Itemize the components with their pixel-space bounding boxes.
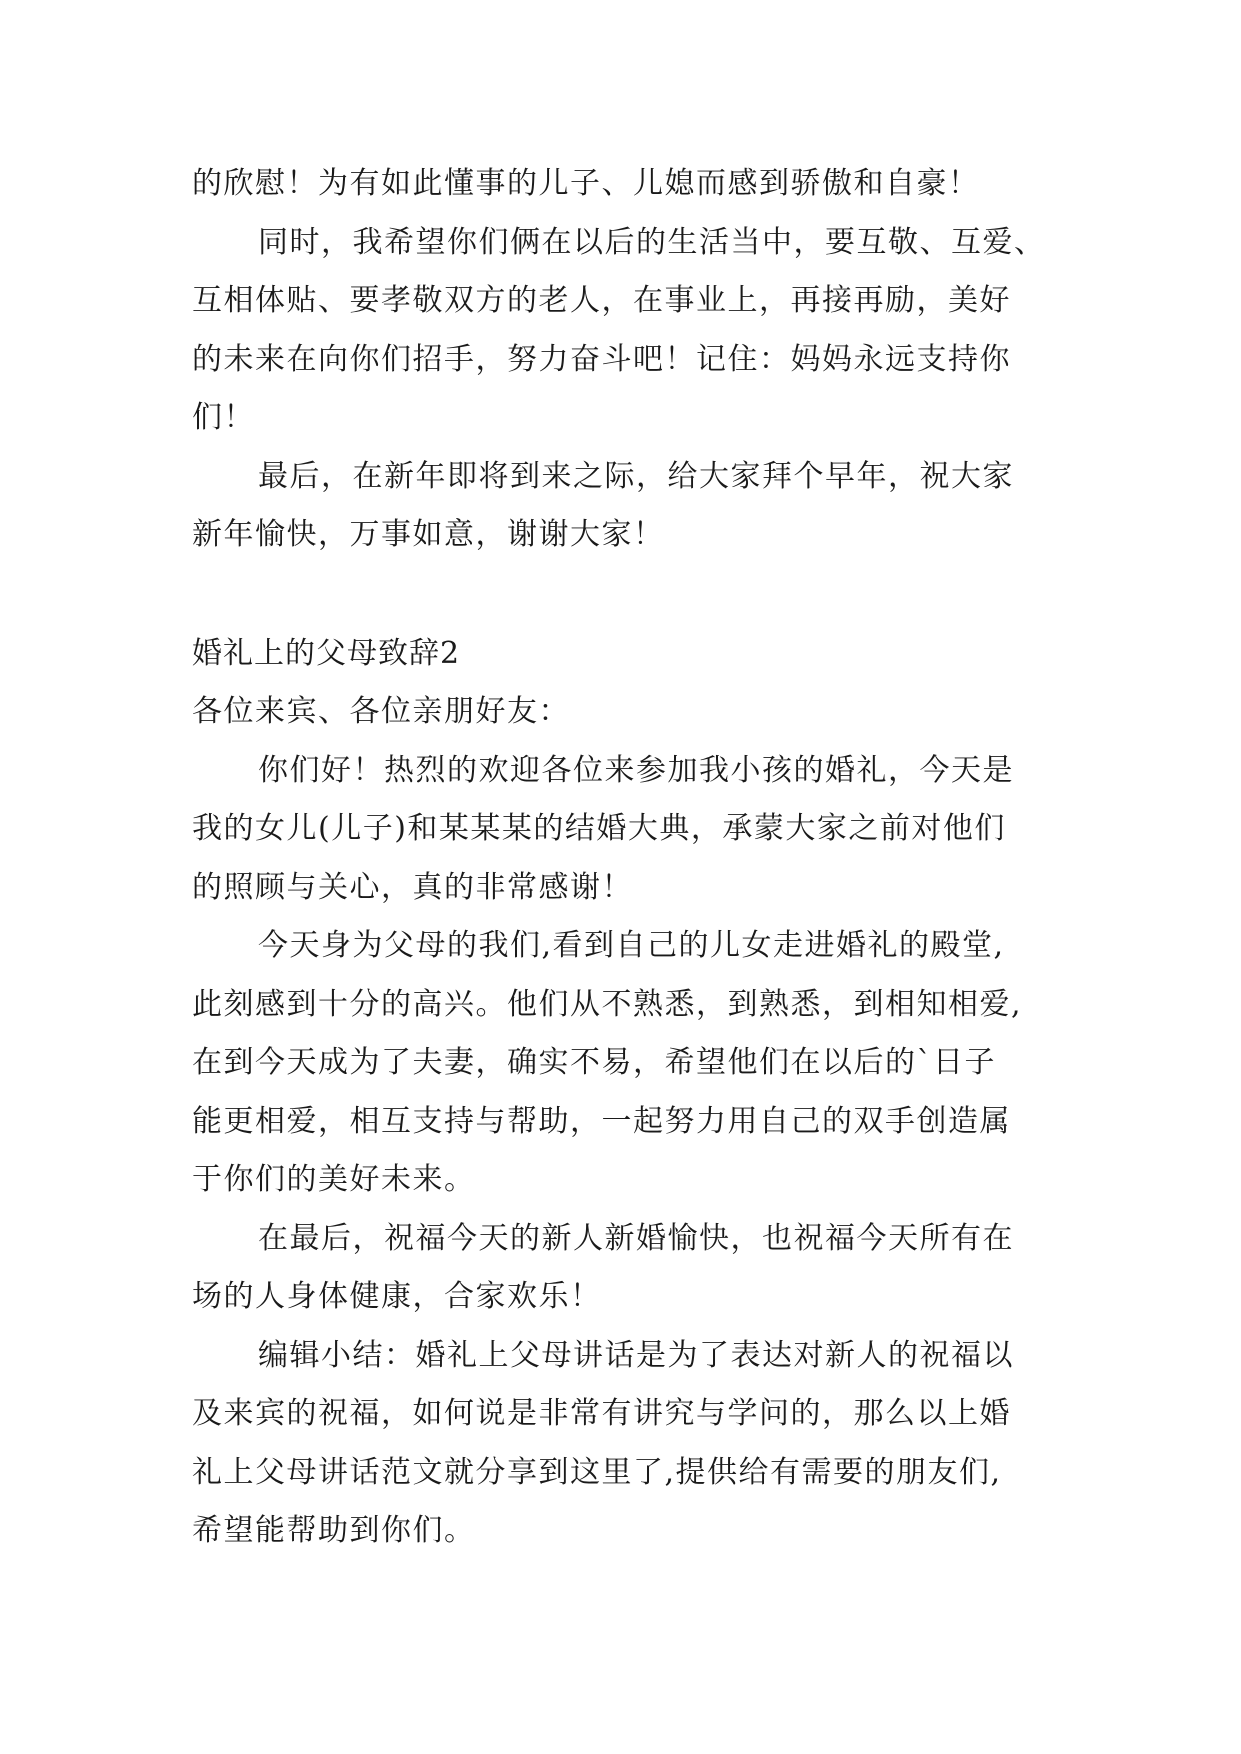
text-line: 的未来在向你们招手，努力奋斗吧！记住：妈妈永远支持你 [192, 341, 1011, 377]
text-line: 同时，我希望你们俩在以后的生活当中，要互敬、互爱、 [258, 224, 1046, 260]
text-line: 编辑小结：婚礼上父母讲话是为了表达对新人的祝福以 [258, 1337, 1014, 1373]
text-line: 新年愉快，万事如意，谢谢大家！ [192, 517, 665, 552]
section-1 [192, 155, 1052, 565]
text-line: 希望能帮助到你们。 [192, 1513, 476, 1548]
text-line: 的欣慰！为有如此懂事的儿子、儿媳而感到骄傲和自豪！ [192, 166, 980, 201]
paragraph [192, 742, 1052, 918]
paragraph [192, 917, 1052, 1210]
paragraph [192, 155, 1052, 214]
text-line: 最后，在新年即将到来之际，给大家拜个早年，祝大家 [258, 458, 1014, 494]
text-line: 及来宾的祝福，如何说是非常有讲究与学问的，那么以上婚 [192, 1396, 1011, 1431]
text-line: 场的人身体健康，合家欢乐！ [192, 1279, 602, 1314]
text-line: 礼上父母讲话范文就分享到这里了,提供给有需要的朋友们, [192, 1454, 1002, 1490]
paragraph [192, 448, 1052, 565]
section-2 [192, 625, 1052, 1561]
text-line: 此刻感到十分的高兴。他们从不熟悉，到熟悉，到相知相爱, [192, 986, 1023, 1022]
text-line: 在到今天成为了夫妻，确实不易，希望他们在以后的`日子 [192, 1045, 996, 1080]
text-line: 的照顾与关心，真的非常感谢！ [192, 869, 633, 905]
text-line: 能更相爱，相互支持与帮助，一起努力用自己的双手创造属 [192, 1103, 1011, 1139]
paragraph [192, 1327, 1052, 1561]
text-line: 今天身为父母的我们,看到自己的儿女走进婚礼的殿堂, [258, 928, 1005, 963]
text-line: 你们好！热烈的欢迎各位来参加我小孩的婚礼，今天是 [258, 752, 1014, 788]
text-line: 互相体贴、要孝敬双方的老人，在事业上，再接再励，美好 [192, 283, 1011, 318]
paragraph [192, 1210, 1052, 1327]
text-line: 们！ [192, 400, 255, 435]
section-title: 婚礼上的父母致辞2 [192, 635, 461, 671]
document-body [192, 155, 1052, 1561]
text-line: 在最后，祝福今天的新人新婚愉快，也祝福今天所有在 [258, 1220, 1014, 1256]
text-line: 我的女儿(儿子)和某某某的结婚大典，承蒙大家之前对他们 [192, 811, 1006, 846]
paragraph [192, 214, 1052, 448]
text-line: 于你们的美好未来。 [192, 1162, 476, 1197]
salutation: 各位来宾、各位亲朋好友： [192, 694, 570, 729]
section-gap [192, 565, 1052, 625]
